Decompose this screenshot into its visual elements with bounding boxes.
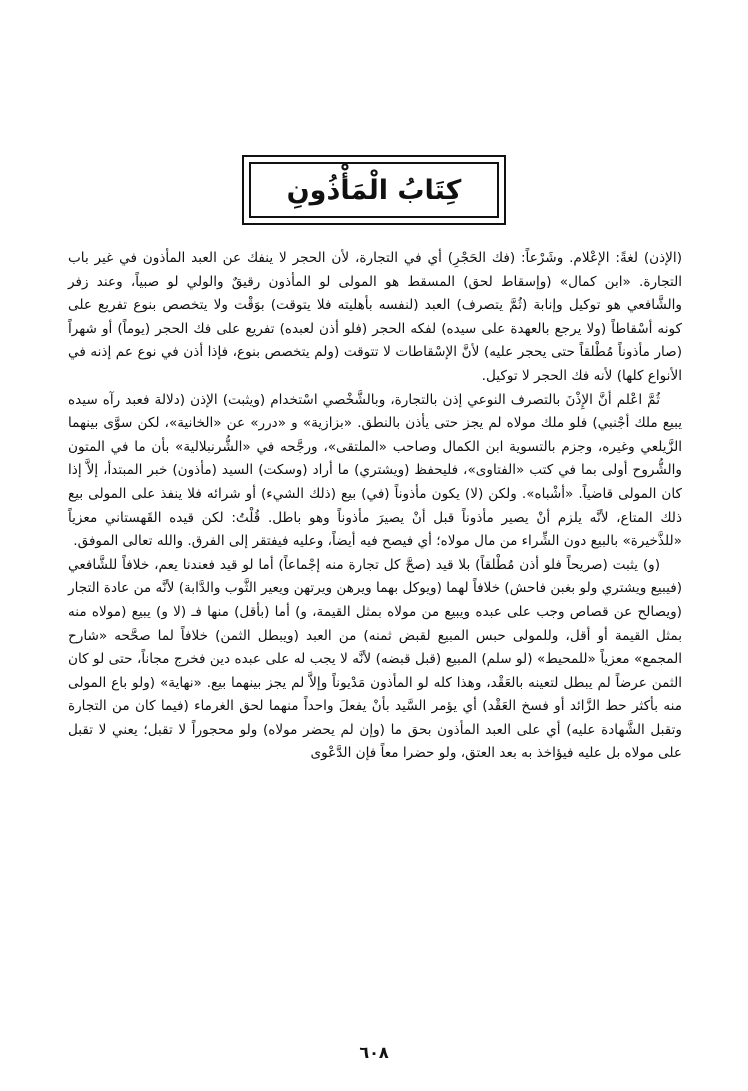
paragraph-1: (الإذن) لغةً: الإعْلام. وشَرْعاً: (فك الحَجْرِ) أي في التجارة، لأن الحجر لا ينفك عن العبد المأذون في غير باب التجارة. «ابن كمال» (وإسقاط لحق) المسقط هو المولى لو المأذون رقيقٌ والولي لو صبياً، وعند زفر والشَّافعي هو توكيل وإنابة (ثُمَّ يتصرف) العبد (لنفسه بأهليته فلا يتوقت) بوَقْت ولا يتخصص بنوع تفريع على كونه أسْقاطاً (ولا يرجع بالعهدة على سيده) لفكه الحجر (فلو أذن لعبده) تفريع على فك الحجر (يوماً) أو شهراً (صار مأذوناً مُطْلقاً حتى يحجر عليه) لأنَّ الإسْقاطات لا تتوقت (ولم يتخصص بنوع، فإذا أذن في نوع عم إذنه في الأنواع كلها) لأنه فك الحجر لا توكيل. xyxy=(68,250,682,384)
paragraph-3: (و) يثبت (صريحاً فلو أذن مُطْلقاً) بلا قيد (صحَّ كل تجارة منه إجْماعاً) أما لو قيد فعندنا يعم، خلافاً للشَّافعي (فيبيع ويشتري ولو بغبن فاحش) خلافاً لهما (ويوكل بهما ويرهن ويرتهن ويعير الثَّوب والدَّابة) لأنَّه من عادة التجار (ويصالح عن قصاص وجب على عبده ويبيع من مولاه بمثل القيمة، و) أما (بأقل) منها فـ (لا و) يبيع (مولاه منه بمثل القيمة أو أقل، وللمولى حبس المبيع لقبض ثمنه) من العبد (ويبطل الثمن) خلافاً لما صحَّحه «شارح المجمع» معزياً «للمحيط» (لو سلم) المبيع (قبل قبضه) لأنَّه لا يجب له على عبده دين فخرج مجاناً، حتى لو كان الثمن عرضاً لم يبطل لتعينه بالعَقْد، وهذا كله لو المأذون مَدْيوناً وإلاَّ لم يجز بينهما بيع. «نهاية» (ولو باع المولى منه بأكثر حط الزَّائد أو فسخ العَقْد) أي يؤمر السَّيد بأنْ يفعلَ واحداً منهما لحق الغرماء (فيما كان من التجارة وتقبل الشَّهادة عليه) أي على العبد المأذون بحق ما (وإن لم يحضر مولاه) ولو محجوراً لا تقبل؛ يعني لا تقبل على مولاه بل عليه فيؤاخذ به بعد العتق، ولو حضرا معاً فإن الدَّعْوى xyxy=(68,556,682,762)
paragraph-2: ثُمَّ اعْلم أنَّ الإِذْنَ بالتصرف النوعي إذن بالتجارة، وبالشَّخْصي اسْتخدام (ويثبت) الإذن (دلالة فعبد رآه سيده يبيع ملك أجْنبي) فلو ملك مولاه لم يجز حتى يأذن بالنطق. «بزازية» و «درر» عن «الخانية»، لكن سوَّى بينهما الزَّيلعي وغيره، وجزم بالتسوية ابن الكمال وصاحب «الملتقى»، ورجَّحه في «الشُّرنبلالية» بأن ما في المتون والشُّروح أولى بما في كتب «الفتاوى»، فليحفظ (ويشتري) ما أراد (وسكت) السيد (مأذون) خبر المبتدأ، إلاَّ إذا كان المولى قاضياً. «أشْباه». ولكن (لا) يكون مأذوناً (في) بيع (ذلك الشيء) أو شرائه فلا ينفذ على المولى بيع ذلك المتاع، لأنَّه يلزم أنْ يصير مأذوناً قبل أنْ يصيرَ مأذوناً وهو باطل. قُلْتُ: لكن قيده القَهستاني معزياً «للذَّخيرة» بالبيع دون الشِّراء من مال مولاه؛ أي فيصح فيه أيضاً، وعليه فيفتقر إلى الفرق. والله تعالى الموفق. xyxy=(68,391,682,550)
body-text xyxy=(68,247,682,766)
chapter-title: كِتَابُ الْمَأْذُونِ xyxy=(286,174,462,206)
chapter-title-frame xyxy=(242,155,506,225)
chapter-title-inner-frame xyxy=(249,162,499,218)
page-number: ٦٠٨ xyxy=(359,1043,389,1062)
